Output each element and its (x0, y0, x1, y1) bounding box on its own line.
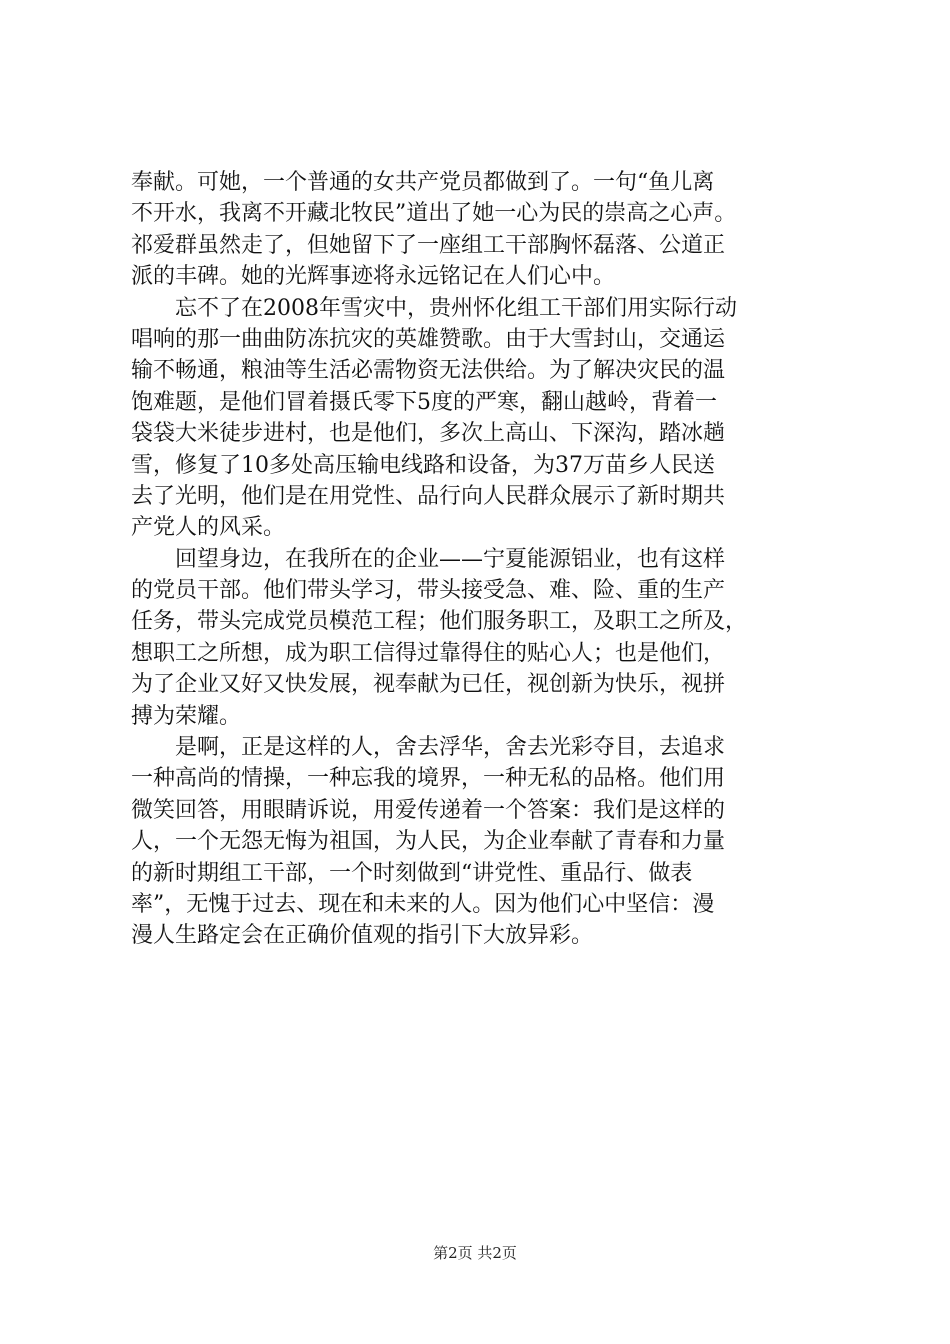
text-line: 微笑回答，用眼睛诉说，用爱传递着一个答案：我们是这样的 (131, 797, 726, 823)
text-line: 去了光明，他们是在用党性、品行向人民群众展示了新时期共 (131, 483, 726, 509)
text-line: 想职工之所想，成为职工信得过靠得住的贴心人；也是他们， (131, 640, 726, 666)
text-line: 奉献。可她，一个普通的女共产党员都做到了。一句“鱼儿离 (131, 170, 715, 195)
page-number-label: 第2页 共2页 (433, 1244, 517, 1262)
text-line: 漫人生路定会在正确价值观的指引下大放异彩。 (131, 923, 594, 949)
text-line: 雪，修复了10多处高压输电线路和设备，为37万苗乡人民送 (131, 452, 715, 478)
text-line: 不开水，我离不开藏北牧民”道出了她一心为民的崇高之心声。 (131, 201, 737, 227)
text-line: 是啊，正是这样的人，舍去浮华，舍去光彩夺目，去追求 (131, 735, 726, 761)
text-line: 率”，无愧于过去、现在和未来的人。因为他们心中坚信：漫 (131, 891, 715, 917)
text-line: 的新时期组工干部，一个时刻做到“讲党性、重品行、做表 (131, 860, 693, 886)
text-line: 人，一个无怨无悔为祖国，为人民，为企业奉献了青春和力量 (131, 829, 726, 855)
text-line: 袋袋大米徒步进村，也是他们，多次上高山、下深沟，踏冰趟 (131, 421, 726, 447)
text-line: 任务，带头完成党员模范工程；他们服务职工，及职工之所及， (131, 609, 748, 635)
body-text (131, 167, 831, 952)
text-line: 唱响的那一曲曲防冻抗灾的英雄赞歌。由于大雪封山，交通运 (131, 326, 726, 352)
page-footer (0, 1242, 950, 1263)
text-line: 产党人的风采。 (131, 515, 286, 541)
text-line: 输不畅通，粮油等生活必需物资无法供给。为了解决灾民的温 (131, 358, 726, 384)
text-line: 忘不了在2008年雪灾中，贵州怀化组工干部们用实际行动 (131, 295, 737, 321)
text-line: 饱难题，是他们冒着摄氏零下5度的严寒，翻山越岭，背着一 (131, 389, 717, 415)
text-line: 祁爱群虽然走了，但她留下了一座组工干部胸怀磊落、公道正 (131, 232, 726, 258)
text-line: 派的丰碑。她的光辉事迹将永远铭记在人们心中。 (131, 264, 616, 290)
text-line: 回望身边，在我所在的企业——宁夏能源铝业，也有这样 (131, 546, 726, 572)
text-line: 搏为荣耀。 (131, 703, 242, 729)
text-line: 的党员干部。他们带头学习，带头接受急、难、险、重的生产 (131, 578, 726, 604)
text-line: 一种高尚的情操，一种忘我的境界，一种无私的品格。他们用 (131, 766, 726, 792)
text-line: 为了企业又好又快发展，视奉献为已任，视创新为快乐，视拼 (131, 672, 726, 698)
